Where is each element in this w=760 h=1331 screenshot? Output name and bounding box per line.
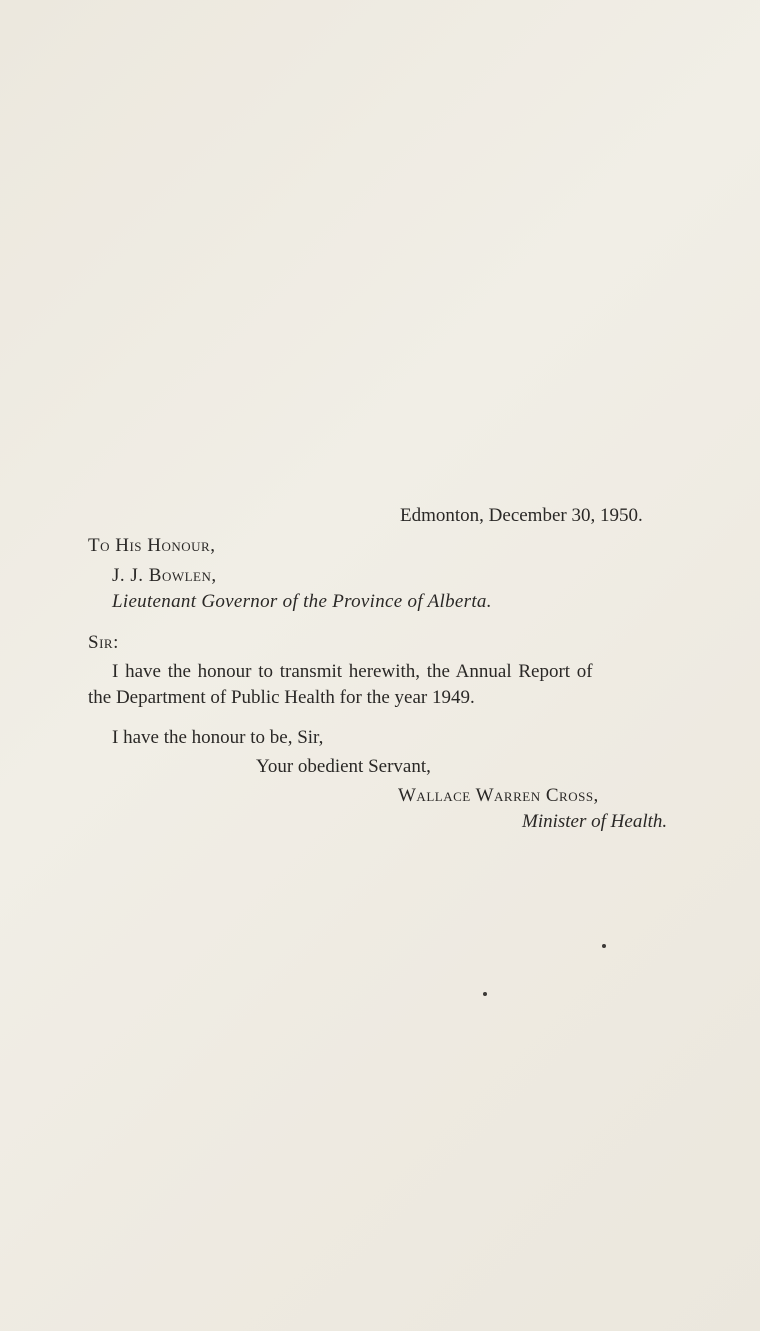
paper-speck — [602, 944, 606, 948]
salutation: Sir: — [88, 632, 119, 653]
recipient-name: J. J. Bowlen, — [112, 565, 217, 586]
body-text-line-1: I have the honour to transmit herewith, the Annual Report of — [112, 661, 593, 682]
closing-line-2: Your obedient Servant, — [256, 756, 431, 777]
date-line: Edmonton, December 30, 1950. — [400, 505, 643, 526]
signer-title: Minister of Health. — [522, 811, 668, 832]
addressee-line: To His Honour, — [88, 535, 216, 556]
closing-line-1: I have the honour to be, Sir, — [112, 727, 324, 748]
recipient-office-title: Lieutenant Governor of the Province of Alberta. — [112, 591, 492, 612]
body-text-line-2: the Department of Public Health for the year 1949. — [88, 687, 475, 708]
paper-speck — [483, 992, 487, 996]
signer-name: Wallace Warren Cross, — [398, 785, 599, 806]
